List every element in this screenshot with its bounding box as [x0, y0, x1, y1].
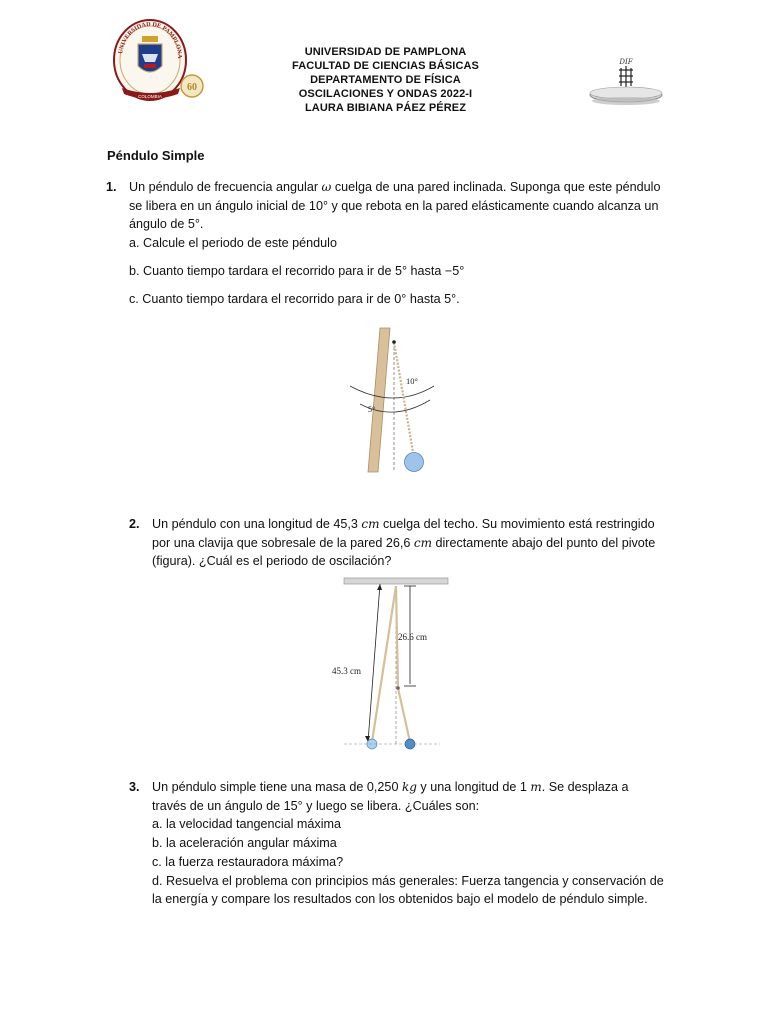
header-author: LAURA BIBIANA PÁEZ PÉREZ: [304, 102, 467, 114]
question-2: [129, 515, 664, 571]
question-3-part-c: c. la fuerza restauradora máxima?: [152, 854, 344, 869]
seal-bottom-text: COLOMBIA: [138, 94, 162, 99]
question-1: [106, 178, 669, 308]
anniversary-badge-text: 60: [187, 82, 197, 93]
header-department: DEPARTAMENTO DE FÍSICA: [310, 74, 461, 86]
question-1-part-a: a. Calcule el periodo de este péndulo: [129, 236, 337, 251]
omega-symbol: ω: [321, 180, 332, 194]
question-1-number: 1.: [106, 180, 117, 194]
university-seal-logo: [108, 14, 208, 114]
question-3-part-a: a. la velocidad tangencial máxima: [152, 817, 342, 832]
unit-cm-2: cm: [413, 535, 432, 550]
unit-kg: kg: [401, 780, 417, 794]
question-1-part-b: b. Cuanto tiempo tardara el recorrido para ir de 5° hasta −5°: [129, 263, 465, 278]
question-3-part-b: b. la aceleración angular máxima: [152, 836, 337, 851]
figure-inclined-wall-pendulum: [330, 324, 440, 476]
document-header: [248, 45, 523, 115]
angle-label-5: 5°: [368, 405, 376, 414]
unit-m: m: [530, 780, 542, 794]
question-3-text: Un péndulo simple tiene una masa de 0,250 kg y una longitud de 1 m. Se desplaza a través de un ángulo de 15° y luego se libera. ¿Cuáles son:: [152, 780, 629, 813]
unit-cm-1: cm: [361, 517, 380, 531]
figure-peg-pendulum: [330, 574, 450, 756]
header-faculty: FACULTAD DE CIENCIAS BÁSICAS: [292, 60, 479, 72]
seal-ring-text: UNIVERSIDAD DE PAMPLONA: [117, 20, 184, 59]
angle-label-10: 10°: [406, 376, 418, 386]
question-2-number: 2.: [129, 517, 140, 531]
section-title: Péndulo Simple: [107, 148, 205, 163]
question-3-part-d: d. Resuelva el problema con principios más generales: Fuerza tangencia y conservación de la energía y compare los resultados con los obtenidos bajo el modelo de péndulo simple.: [152, 873, 664, 907]
question-3-number: 3.: [129, 780, 140, 794]
label-26-6-cm: 26.6 cm: [398, 632, 427, 642]
question-2-text: Un péndulo con una longitud de 45,3 cm cuelga del techo. Su movimiento está restringido por una clavija que sobresale de la pared 26,6 cm directamente abajo del punto del pivote (figura). ¿Cuál es el periodo de oscilación?: [152, 517, 656, 569]
header-university: UNIVERSIDAD DE PAMPLONA: [304, 46, 467, 58]
label-45-3-cm: 45.3 cm: [332, 666, 361, 676]
emblem-text: DIF: [619, 58, 633, 66]
header-course: OSCILACIONES Y ONDAS 2022-I: [298, 88, 473, 100]
department-emblem-logo: [566, 48, 666, 114]
question-1-part-c: c. Cuanto tiempo tardara el recorrido para ir de 0° hasta 5°.: [129, 291, 460, 306]
question-3: [129, 778, 664, 909]
question-1-text: Un péndulo de frecuencia angular ω cuelga de una pared inclinada. Suponga que este péndulo se libera en un ángulo inicial de 10° y que rebota en la pared elásticamente cuando alcanza un ángulo de 5°.: [129, 180, 661, 232]
